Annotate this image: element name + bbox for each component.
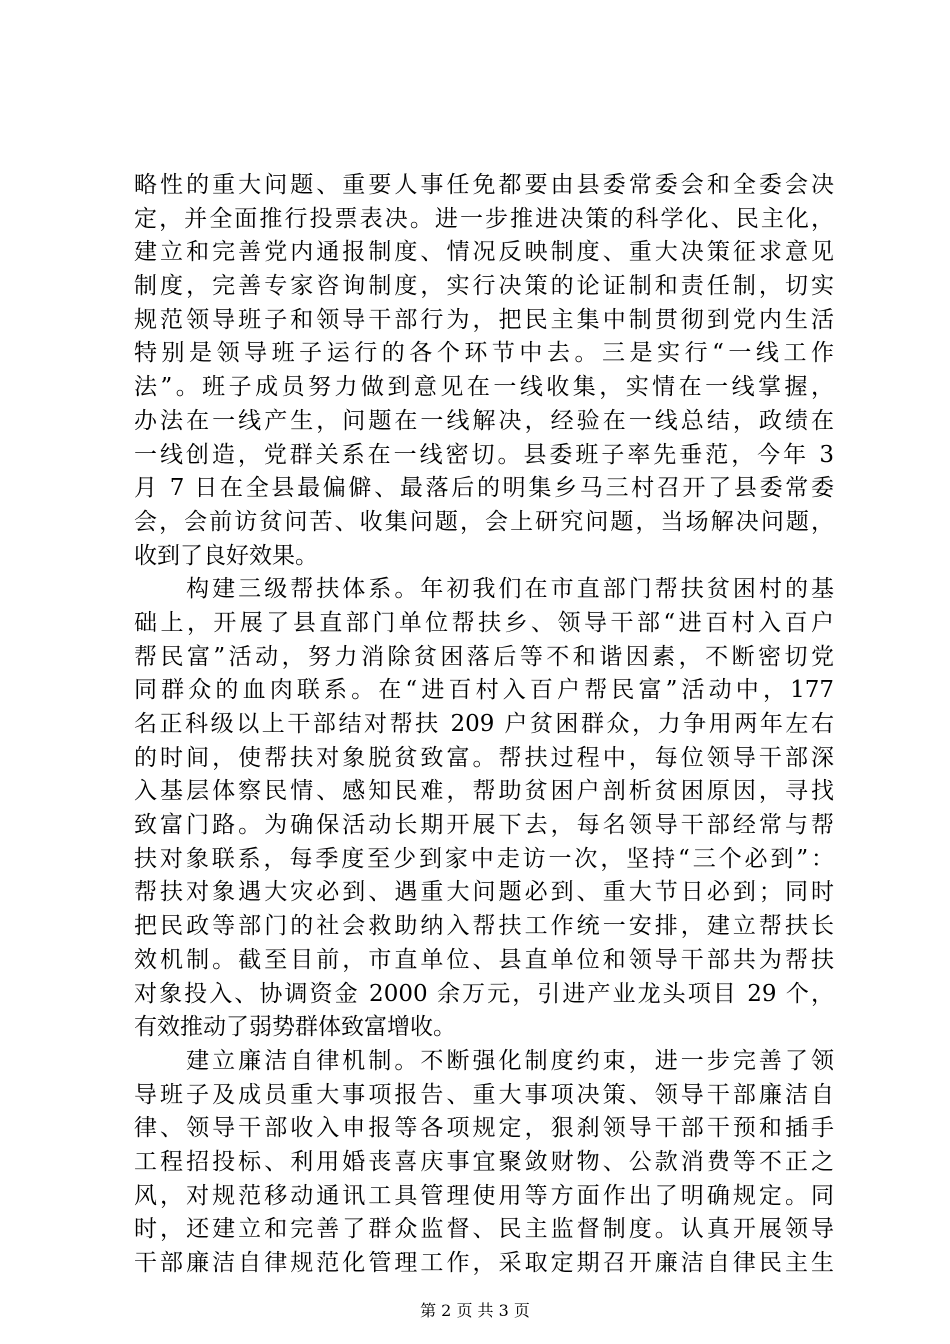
document-body xyxy=(134,169,834,1281)
text-line: 入基层体察民情、感知民难，帮助贫困户剖析贫困原因，寻找 xyxy=(134,778,834,805)
text-line: 略性的重大问题、重要人事任免都要由县委常委会和全委会决 xyxy=(134,172,834,198)
text-line: 构建三级帮扶体系。年初我们在市直部门帮扶贫困村的基 xyxy=(134,576,834,603)
text-line: 一线创造，党群关系在一线密切。县委班子率先垂范，今年 3 xyxy=(134,441,834,468)
text-line: 规范领导班子和领导干部行为，把民主集中制贯彻到党内生活 xyxy=(134,306,834,333)
text-line: 把民政等部门的社会救助纳入帮扶工作统一安排，建立帮扶长 xyxy=(134,913,834,940)
text-line: 名正科级以上干部结对帮扶 209 户贫困群众，力争用两年左右 xyxy=(134,711,834,737)
text-line: 帮民富”活动，努力消除贫困落后等不和谐因素，不断密切党 xyxy=(134,643,834,670)
text-line: 定，并全面推行投票表决。进一步推进决策的科学化、民主化， xyxy=(134,205,834,232)
text-line: 扶对象联系，每季度至少到家中走访一次，坚持“三个必到”： xyxy=(134,845,834,872)
text-line: 帮扶对象遇大灾必到、遇重大问题必到、重大节日必到；同时 xyxy=(134,879,834,906)
text-line: 特别是领导班子运行的各个环节中去。三是实行“一线工作 xyxy=(134,340,834,367)
page-number-footer: 第 2 页 共 3 页 xyxy=(420,1301,530,1320)
text-line: 法”。班子成员努力做到意见在一线收集，实情在一线掌握， xyxy=(134,374,834,401)
text-line: 有效推动了弱势群体致富增收。 xyxy=(134,1014,456,1041)
text-line: 的时间，使帮扶对象脱贫致富。帮扶过程中，每位领导干部深 xyxy=(134,744,834,771)
text-line: 律、领导干部收入申报等各项规定，狠刹领导干部干预和插手 xyxy=(134,1115,834,1142)
text-line: 办法在一线产生，问题在一线解决，经验在一线总结，政绩在 xyxy=(134,407,834,434)
text-line: 收到了良好效果。 xyxy=(134,542,318,569)
text-line: 同群众的血肉联系。在“进百村入百户帮民富”活动中，177 xyxy=(134,677,834,704)
text-line: 风，对规范移动通讯工具管理使用等方面作出了明确规定。同 xyxy=(134,1182,834,1209)
text-line: 对象投入、协调资金 2000 余万元，引进产业龙头项目 29 个， xyxy=(134,980,834,1007)
text-line: 会，会前访贫问苦、收集问题，会上研究问题，当场解决问题， xyxy=(134,508,834,535)
text-line: 导班子及成员重大事项报告、重大事项决策、领导干部廉洁自 xyxy=(134,1081,834,1108)
text-line: 建立和完善党内通报制度、情况反映制度、重大决策征求意见 xyxy=(134,239,834,266)
text-line: 月 7 日在全县最偏僻、最落后的明集乡马三村召开了县委常委 xyxy=(134,475,834,502)
text-line: 建立廉洁自律机制。不断强化制度约束，进一步完善了领 xyxy=(134,1047,834,1074)
text-line: 时，还建立和完善了群众监督、民主监督制度。认真开展领导 xyxy=(134,1216,834,1243)
text-line: 效机制。截至目前，市直单位、县直单位和领导干部共为帮扶 xyxy=(134,946,834,973)
text-line: 干部廉洁自律规范化管理工作，采取定期召开廉洁自律民主生 xyxy=(134,1250,834,1276)
text-line: 制度，完善专家咨询制度，实行决策的论证制和责任制，切实 xyxy=(134,273,834,300)
text-line: 础上，开展了县直部门单位帮扶乡、领导干部“进百村入百户 xyxy=(134,609,834,636)
text-line: 致富门路。为确保活动长期开展下去，每名领导干部经常与帮 xyxy=(134,812,834,839)
text-line: 工程招投标、利用婚丧喜庆事宜聚敛财物、公款消费等不正之 xyxy=(134,1148,834,1175)
